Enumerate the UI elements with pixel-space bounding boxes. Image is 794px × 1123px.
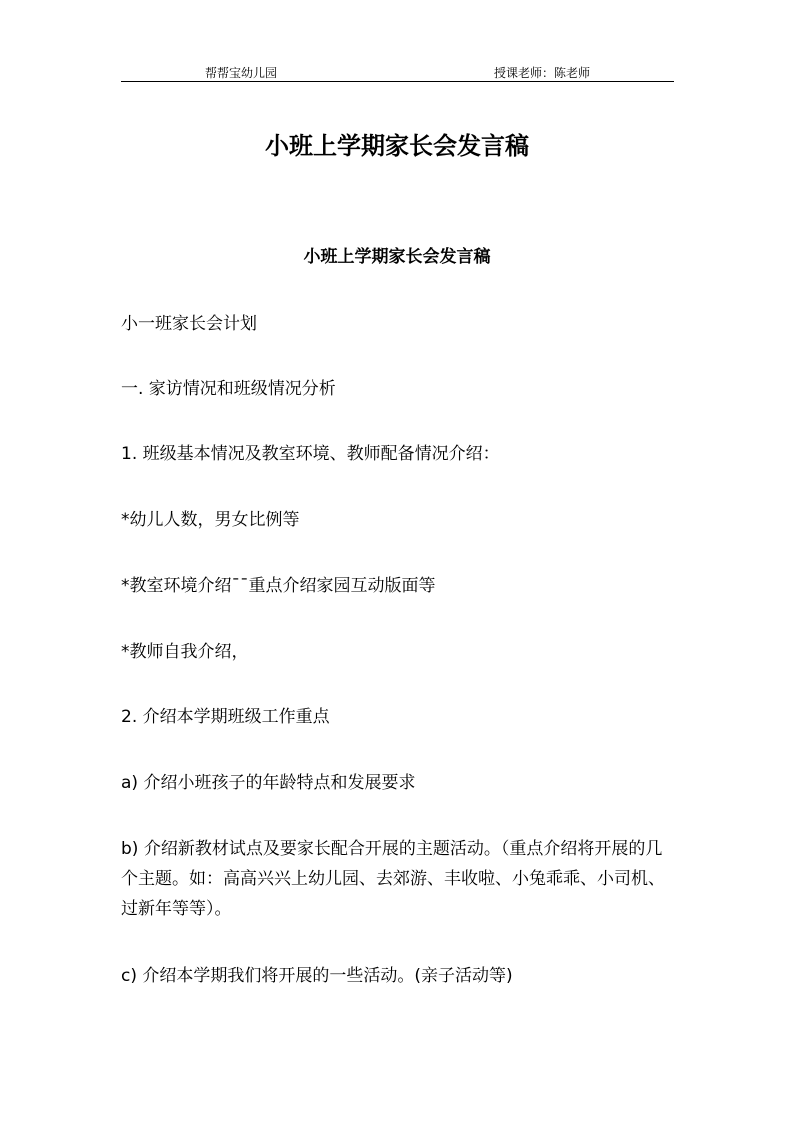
- document-title: 小班上学期家长会发言稿: [265, 132, 529, 160]
- paragraph-item-1: 1. 班级基本情况及教室环境、教师配备情况介绍：: [121, 444, 500, 464]
- paragraph-classroom-env: *教室环境介绍¯¯重点介绍家园互动版面等: [121, 576, 436, 596]
- paragraph-item-a: a) 介绍小班孩子的年龄特点和发展要求: [121, 773, 416, 793]
- paragraph-section-one: 一. 家访情况和班级情况分析: [121, 379, 336, 399]
- document-subtitle: 小班上学期家长会发言稿: [303, 247, 491, 267]
- paragraph-child-count: *幼儿人数，男女比例等: [121, 510, 300, 530]
- page-header: [121, 60, 674, 82]
- paragraph-plan-heading: 小一班家长会计划: [121, 314, 257, 334]
- paragraph-item-b: b) 介绍新教材试点及要家长配合开展的主题活动。（重点介绍将开展的几个主题。如：高高兴兴上幼儿园、去郊游、丰收啦、小兔乖乖、小司机、过新年等等）。: [121, 839, 665, 919]
- paragraph-teacher-intro: *教师自我介绍，: [121, 642, 249, 662]
- header-school-name: 帮帮宝幼儿园: [205, 66, 278, 80]
- paragraph-item-c: c) 介绍本学期我们将开展的一些活动。(亲子活动等): [121, 966, 513, 986]
- header-teacher-name: 授课老师：陈老师: [494, 66, 591, 80]
- paragraph-item-2: 2. 介绍本学期班级工作重点: [121, 707, 330, 727]
